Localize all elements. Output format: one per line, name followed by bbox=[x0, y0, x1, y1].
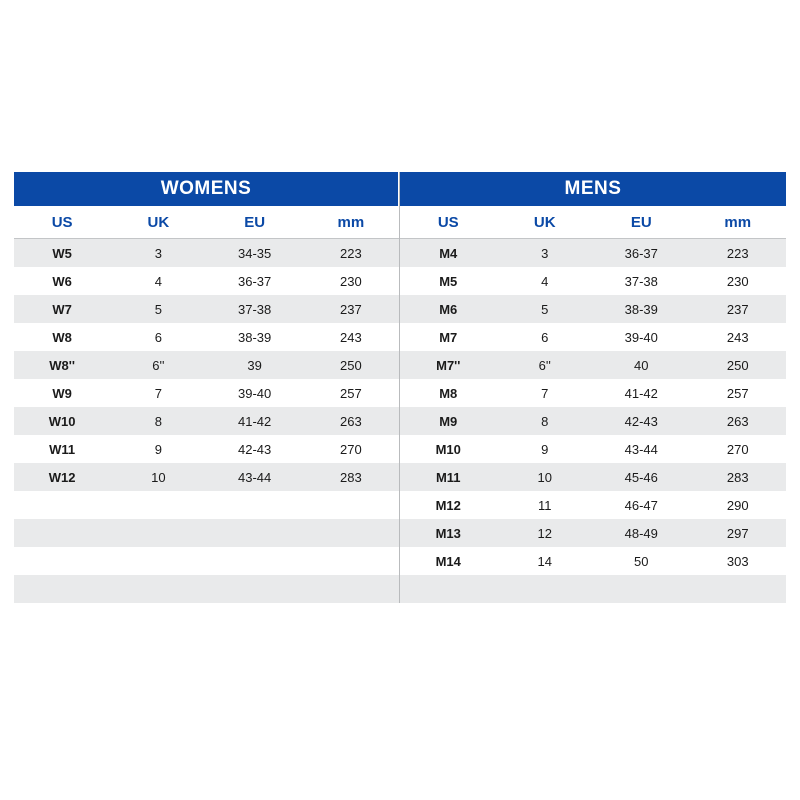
table-row bbox=[400, 295, 786, 323]
cell-eu: 34-35 bbox=[207, 239, 303, 268]
cell-mm: 237 bbox=[303, 295, 399, 323]
table-row bbox=[14, 267, 399, 295]
cell-eu: 46-47 bbox=[593, 491, 690, 519]
table-row bbox=[14, 435, 399, 463]
cell-mm: 290 bbox=[690, 491, 787, 519]
cell-eu: 42-43 bbox=[207, 435, 303, 463]
table-row bbox=[14, 351, 399, 379]
cell-uk: 8 bbox=[110, 407, 206, 435]
cell-us: M13 bbox=[400, 519, 497, 547]
cell-us: W10 bbox=[14, 407, 110, 435]
womens-header-row bbox=[14, 206, 399, 239]
cell-mm: 237 bbox=[690, 295, 787, 323]
cell-mm: 223 bbox=[303, 239, 399, 268]
cell-eu bbox=[207, 575, 303, 603]
size-chart bbox=[14, 172, 786, 603]
cell-uk bbox=[110, 519, 206, 547]
cell-eu: 41-42 bbox=[207, 407, 303, 435]
table-row bbox=[14, 295, 399, 323]
cell-us: W8'' bbox=[14, 351, 110, 379]
mens-table-column bbox=[400, 172, 786, 603]
table-row bbox=[14, 323, 399, 351]
table-row bbox=[400, 323, 786, 351]
table-row bbox=[400, 267, 786, 295]
cell-uk: 4 bbox=[110, 267, 206, 295]
cell-uk: 3 bbox=[497, 239, 594, 268]
cell-mm bbox=[690, 575, 787, 603]
cell-us bbox=[14, 519, 110, 547]
table-row bbox=[400, 379, 786, 407]
cell-uk: 14 bbox=[497, 547, 594, 575]
womens-col-eu: EU bbox=[207, 206, 303, 239]
womens-table-column bbox=[14, 172, 400, 603]
cell-us: M9 bbox=[400, 407, 497, 435]
table-row bbox=[400, 519, 786, 547]
cell-uk: 7 bbox=[497, 379, 594, 407]
cell-mm: 230 bbox=[690, 267, 787, 295]
table-row-empty bbox=[14, 491, 399, 519]
cell-uk bbox=[110, 491, 206, 519]
cell-us: M8 bbox=[400, 379, 497, 407]
cell-mm: 303 bbox=[690, 547, 787, 575]
cell-eu: 40 bbox=[593, 351, 690, 379]
table-row bbox=[14, 239, 399, 268]
womens-col-mm: mm bbox=[303, 206, 399, 239]
cell-us: W7 bbox=[14, 295, 110, 323]
cell-uk: 7 bbox=[110, 379, 206, 407]
cell-mm: 250 bbox=[690, 351, 787, 379]
mens-col-us: US bbox=[400, 206, 497, 239]
cell-uk: 5 bbox=[110, 295, 206, 323]
cell-eu: 38-39 bbox=[207, 323, 303, 351]
mens-col-mm: mm bbox=[690, 206, 787, 239]
cell-eu: 39-40 bbox=[593, 323, 690, 351]
cell-mm: 243 bbox=[303, 323, 399, 351]
cell-uk: 4 bbox=[497, 267, 594, 295]
cell-uk: 6 bbox=[110, 323, 206, 351]
cell-mm bbox=[303, 491, 399, 519]
size-tables-container bbox=[14, 172, 786, 603]
cell-mm: 250 bbox=[303, 351, 399, 379]
cell-us: M12 bbox=[400, 491, 497, 519]
cell-us: M6 bbox=[400, 295, 497, 323]
cell-us: M7 bbox=[400, 323, 497, 351]
cell-us: W8 bbox=[14, 323, 110, 351]
cell-mm: 263 bbox=[303, 407, 399, 435]
cell-uk: 11 bbox=[497, 491, 594, 519]
table-row bbox=[14, 463, 399, 491]
cell-mm bbox=[303, 547, 399, 575]
cell-mm: 270 bbox=[690, 435, 787, 463]
cell-eu: 39-40 bbox=[207, 379, 303, 407]
cell-us bbox=[14, 491, 110, 519]
cell-uk: 9 bbox=[110, 435, 206, 463]
cell-eu: 45-46 bbox=[593, 463, 690, 491]
cell-us: W6 bbox=[14, 267, 110, 295]
table-row bbox=[14, 407, 399, 435]
cell-eu: 39 bbox=[207, 351, 303, 379]
table-row bbox=[400, 491, 786, 519]
cell-us bbox=[400, 575, 497, 603]
cell-mm bbox=[303, 575, 399, 603]
table-row-empty bbox=[14, 547, 399, 575]
cell-eu: 36-37 bbox=[207, 267, 303, 295]
table-row bbox=[400, 463, 786, 491]
cell-eu bbox=[207, 547, 303, 575]
table-row bbox=[400, 407, 786, 435]
cell-mm: 230 bbox=[303, 267, 399, 295]
table-row bbox=[400, 547, 786, 575]
cell-uk: 8 bbox=[497, 407, 594, 435]
cell-eu: 37-38 bbox=[207, 295, 303, 323]
cell-eu: 37-38 bbox=[593, 267, 690, 295]
cell-eu: 43-44 bbox=[593, 435, 690, 463]
cell-us: W5 bbox=[14, 239, 110, 268]
womens-col-uk: UK bbox=[110, 206, 206, 239]
mens-header-row bbox=[400, 206, 786, 239]
cell-us: W11 bbox=[14, 435, 110, 463]
table-row bbox=[14, 379, 399, 407]
mens-size-table bbox=[400, 206, 786, 603]
cell-us: W12 bbox=[14, 463, 110, 491]
cell-mm: 257 bbox=[690, 379, 787, 407]
cell-eu: 36-37 bbox=[593, 239, 690, 268]
cell-mm: 283 bbox=[690, 463, 787, 491]
cell-us: M10 bbox=[400, 435, 497, 463]
cell-uk: 5 bbox=[497, 295, 594, 323]
cell-uk: 10 bbox=[497, 463, 594, 491]
cell-uk: 3 bbox=[110, 239, 206, 268]
cell-mm: 223 bbox=[690, 239, 787, 268]
cell-eu: 50 bbox=[593, 547, 690, 575]
cell-us bbox=[14, 575, 110, 603]
cell-mm: 257 bbox=[303, 379, 399, 407]
mens-col-uk: UK bbox=[497, 206, 594, 239]
womens-table-body bbox=[14, 239, 399, 604]
cell-eu bbox=[207, 519, 303, 547]
table-row-empty bbox=[14, 575, 399, 603]
table-row-empty bbox=[14, 519, 399, 547]
mens-col-eu: EU bbox=[593, 206, 690, 239]
cell-mm: 243 bbox=[690, 323, 787, 351]
cell-mm bbox=[303, 519, 399, 547]
cell-us: M11 bbox=[400, 463, 497, 491]
mens-table-body bbox=[400, 239, 786, 604]
cell-us: M4 bbox=[400, 239, 497, 268]
cell-uk: 6'' bbox=[110, 351, 206, 379]
womens-col-us: US bbox=[14, 206, 110, 239]
cell-eu: 38-39 bbox=[593, 295, 690, 323]
mens-heading: MENS bbox=[400, 172, 786, 206]
table-row-empty bbox=[400, 575, 786, 603]
cell-us: W9 bbox=[14, 379, 110, 407]
cell-eu: 48-49 bbox=[593, 519, 690, 547]
cell-uk: 6 bbox=[497, 323, 594, 351]
cell-uk bbox=[110, 575, 206, 603]
cell-uk: 12 bbox=[497, 519, 594, 547]
cell-uk: 6'' bbox=[497, 351, 594, 379]
cell-eu bbox=[593, 575, 690, 603]
womens-size-table bbox=[14, 206, 399, 603]
cell-eu: 42-43 bbox=[593, 407, 690, 435]
cell-eu: 43-44 bbox=[207, 463, 303, 491]
cell-uk: 10 bbox=[110, 463, 206, 491]
cell-eu bbox=[207, 491, 303, 519]
table-row bbox=[400, 435, 786, 463]
cell-mm: 297 bbox=[690, 519, 787, 547]
cell-eu: 41-42 bbox=[593, 379, 690, 407]
cell-uk: 9 bbox=[497, 435, 594, 463]
cell-us: M7'' bbox=[400, 351, 497, 379]
womens-table-head bbox=[14, 206, 399, 239]
cell-uk bbox=[497, 575, 594, 603]
mens-table-head bbox=[400, 206, 786, 239]
table-row bbox=[400, 351, 786, 379]
cell-mm: 263 bbox=[690, 407, 787, 435]
cell-mm: 270 bbox=[303, 435, 399, 463]
cell-us: M14 bbox=[400, 547, 497, 575]
cell-us bbox=[14, 547, 110, 575]
cell-us: M5 bbox=[400, 267, 497, 295]
table-row bbox=[400, 239, 786, 268]
cell-mm: 283 bbox=[303, 463, 399, 491]
cell-uk bbox=[110, 547, 206, 575]
womens-heading: WOMENS bbox=[14, 172, 399, 206]
